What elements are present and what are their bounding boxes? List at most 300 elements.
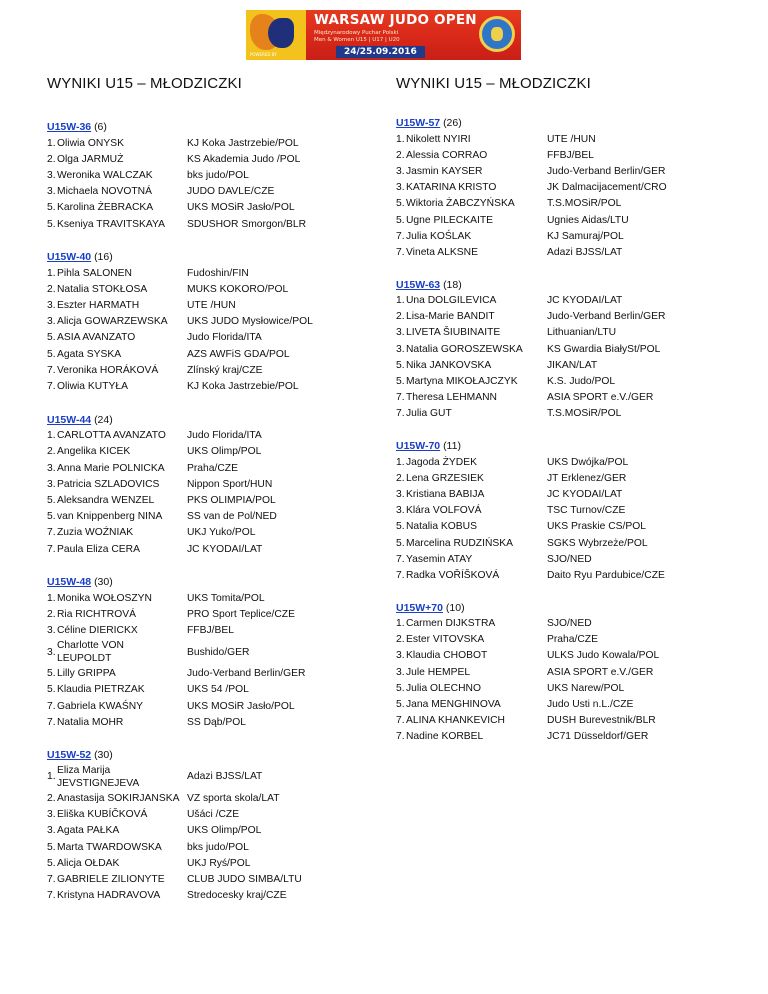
athlete-club: DUSH Burevestnik/BLR [547,715,656,727]
athlete-club: MUKS KOKORO/POL [187,283,289,295]
result-row [396,503,736,519]
weight-category [47,413,357,558]
athlete-club: SS van de Pol/NED [187,511,277,523]
athlete-name: Pihla SALONEN [57,267,132,279]
athlete-name: Weronika WALCZAK [57,169,153,181]
athlete-club: Bushido/GER [187,646,250,658]
result-row [47,698,357,714]
athlete-name: Ugne PILECKAITE [406,214,493,226]
athlete-club: Judo Florida/ITA [187,332,262,344]
result-row [47,184,357,200]
athlete-name: Jagoda ŻYDEK [406,456,477,468]
athlete-name: Monika WOŁOSZYN [57,592,152,604]
result-row [47,509,357,525]
result-row [396,680,736,696]
sponsor-logo: POWERED BY [250,52,277,57]
result-place: 7. [47,873,56,885]
athlete-name: Jana MENGHINOVA [406,699,501,711]
result-row [47,888,357,904]
athlete-name: Nikolett NYIRI [406,133,471,145]
athlete-club: Zlínský kraj/CZE [187,364,263,376]
category-link[interactable]: U15W-70 [396,440,441,452]
result-row [47,590,357,606]
athlete-club: FFBJ/BEL [547,149,594,161]
result-row [396,470,736,486]
result-place: 1. [396,133,405,145]
athlete-name: Jasmin KAYSER [406,165,483,177]
athlete-club: KJ Koka Jastrzebie/POL [187,137,299,149]
result-place: 3. [396,488,405,500]
result-row [47,541,357,557]
result-place: 2. [47,446,56,458]
athlete-club: TSC Turnov/CZE [547,505,626,517]
banner-title: WARSAW JUDO OPEN [314,12,477,28]
federation-emblem-icon [479,16,515,52]
result-row [396,535,736,551]
athlete-name: Jule HEMPEL [406,666,471,678]
result-row [396,357,736,373]
athlete-name: Nadine KORBEL [406,731,484,743]
athlete-club: JC KYODAI/LAT [547,488,623,500]
category-link[interactable]: U15W-48 [47,576,92,589]
athlete-name: Marta TWARDOWSKA [57,841,162,853]
athlete-club: Judo-Verband Berlin/GER [547,165,666,177]
result-place: 5. [396,699,405,711]
category-link[interactable]: U15W+70 [396,601,443,614]
athlete-name: Alicja OŁDAK [57,857,120,869]
category-link[interactable]: U15W-44 [47,413,92,426]
athlete-club: PKS OLIMPIA/POL [187,494,276,506]
athlete-name: Yasemin ATAY [406,553,473,565]
result-place: 3. [47,316,56,328]
athlete-name: van Knippenberg NINA [57,511,163,523]
result-row [47,666,357,682]
athlete-name: Klára VOLFOVÁ [406,505,482,517]
result-place: 5. [396,537,405,549]
result-row [396,293,736,309]
athlete-club: UKJ Yuko/POL [187,527,256,539]
result-place: 2. [47,283,56,295]
athlete-club: PRO Sport Teplice/CZE [187,608,295,620]
result-place: 1. [47,137,56,149]
result-place: 2. [47,608,56,620]
result-row [47,492,357,508]
athlete-name: Michaela NOVOTNÁ [57,186,152,198]
athlete-name: Lilly GRIPPA [57,668,116,680]
result-row [396,567,736,583]
athlete-name: Céline DIERICKX [57,625,138,637]
athlete-name: Julia KOŚLAK [406,230,472,242]
result-place: 5. [47,857,56,869]
result-row [47,823,357,839]
athlete-name: Paula Eliza CERA [57,543,140,555]
result-place: 1. [47,430,56,442]
athlete-name: Carmen DIJKSTRA [406,618,496,630]
weight-category [47,250,357,395]
result-place: 2. [47,153,56,165]
athlete-name: Una DOLGILEVICA [406,295,497,307]
athlete-name: Alessia CORRAO [406,149,488,161]
category-count: (30) [94,749,113,762]
athlete-name: Natalia STOKŁOSA [57,283,148,295]
result-row [396,390,736,406]
athlete-name: Lisa-Marie BANDIT [406,311,495,323]
result-place: 5. [396,198,405,210]
athlete-name: Radka VOŘÍŠKOVÁ [406,569,500,581]
result-place: 3. [396,343,405,355]
weight-category [396,116,736,261]
result-place: 3. [47,809,56,821]
result-place: 3. [396,650,405,662]
results-column-left [47,120,357,922]
result-place: 7. [47,527,56,539]
category-count: (10) [445,601,465,614]
athlete-club: UTE /HUN [547,133,596,145]
category-count: (26) [443,117,462,129]
category-link[interactable]: U15W-40 [47,251,92,264]
category-count: (16) [94,251,113,264]
athlete-club: Daito Ryu Pardubice/CZE [547,569,665,581]
athlete-name: KATARINA KRISTO [406,182,497,194]
result-place: 1. [396,618,405,630]
result-row [47,378,357,394]
category-link[interactable]: U15W-36 [47,121,92,133]
result-place: 3. [47,186,56,198]
result-row [396,632,736,648]
result-place: 5. [396,376,405,388]
athlete-name: Eliza Marija JEVSTIGNEJEVA [57,764,140,789]
athlete-club: Judo Florida/ITA [187,430,262,442]
athlete-name: Julia GUT [406,408,452,420]
athlete-name: Karolina ŻEBRACKA [57,202,154,214]
category-link[interactable]: U15W-63 [396,278,441,291]
result-row [47,362,357,378]
athlete-name: Julia OLECHNO [406,682,481,694]
category-heading [396,439,736,454]
category-count: (11) [443,440,461,452]
result-row [47,314,357,330]
result-row [47,790,357,806]
athlete-club: JC KYODAI/LAT [547,295,623,307]
result-place: 5. [47,511,56,523]
athlete-club: UKS Dwójka/POL [547,456,629,468]
athlete-club: Nippon Sport/HUN [187,478,273,490]
result-row [396,664,736,680]
athlete-club: bks judo/POL [187,169,249,181]
athlete-club: VZ sporta skola/LAT [187,793,280,805]
athlete-name: Ester VITOVSKA [406,634,485,646]
result-row [47,200,357,216]
athlete-name: Veronika HORÁKOVÁ [57,364,159,376]
athlete-name: ALINA KHANKEVICH [406,715,505,727]
result-row [396,729,736,745]
category-heading [396,278,736,293]
athlete-club: UKS Olimp/POL [187,825,262,837]
athlete-name: Gabriela KWAŚNY [57,700,144,712]
event-banner [246,10,521,60]
athlete-club: UKS MOSiR Jasło/POL [187,202,295,214]
result-row [47,525,357,541]
result-place: 3. [47,646,56,658]
athlete-name: Lena GRZESIEK [406,472,484,484]
category-heading [396,601,736,616]
athlete-club: Judo-Verband Berlin/GER [547,311,666,323]
athlete-name: Olga JARMUŻ [57,153,124,165]
result-place: 3. [47,625,56,637]
athlete-name: Agata SYSKA [57,348,122,360]
result-row [47,167,357,183]
result-place: 7. [396,731,405,743]
athlete-name: Martyna MIKOŁAJCZYK [406,376,518,388]
result-place: 3. [396,666,405,678]
athlete-club: AZS AWFiS GDA/POL [187,348,290,360]
athlete-club: UKS Olimp/POL [187,446,262,458]
category-heading [47,575,357,590]
result-place: 7. [396,553,405,565]
athlete-club: Praha/CZE [547,634,598,646]
weight-category [47,748,357,903]
result-row [396,309,736,325]
athlete-name: Natalia KOBUS [406,521,477,533]
result-place: 5. [396,359,405,371]
weight-category [396,601,736,746]
athlete-club: Judo-Verband Berlin/GER [187,668,306,680]
result-row [396,341,736,357]
athlete-club: Adazi BJSS/LAT [187,771,263,783]
result-row [396,616,736,632]
page-title-right: WYNIKI U15 – MŁODZICZKI [396,75,591,92]
result-place: 5. [47,668,56,680]
athlete-club: JC71 Düsseldorf/GER [547,731,649,743]
result-row [396,373,736,389]
banner-dates: 24/25.09.2016 [336,46,425,58]
athlete-name: Ria RICHTROVÁ [57,608,136,620]
result-place: 2. [396,634,405,646]
result-place: 2. [396,311,405,323]
category-link[interactable]: U15W-52 [47,749,92,762]
result-place: 3. [396,327,405,339]
athlete-club: JUDO DAVLE/CZE [187,186,275,198]
banner-subtitle-2: Men & Women U15 | U17 | U20 [314,37,400,43]
athlete-club: CLUB JUDO SIMBA/LTU [187,873,302,885]
athlete-club: Fudoshin/FIN [187,267,249,279]
weight-category [396,278,736,423]
athlete-club: Judo Usti n.L./CZE [547,699,634,711]
athlete-club: FFBJ/BEL [187,625,234,637]
result-place: 3. [47,478,56,490]
athlete-name: Angelika KICEK [57,446,131,458]
result-place: 7. [396,408,405,420]
result-row [396,454,736,470]
athlete-name: Marcelina RUDZIŃSKA [406,537,513,549]
result-place: 3. [47,300,56,312]
weight-category [47,120,357,232]
athlete-name: ASIA AVANZATO [57,332,136,344]
athlete-name: Theresa LEHMANN [406,392,497,404]
result-row [47,298,357,314]
athlete-club: UKS MOSiR Jasło/POL [187,700,295,712]
athlete-name: Eliška KUBÍČKOVÁ [57,809,148,821]
result-place: 7. [396,246,405,258]
category-count: (18) [443,278,462,291]
result-row [396,163,736,179]
category-link[interactable]: U15W-57 [396,117,441,129]
athlete-name: Wiktoria ŻABCZYŃSKA [406,198,515,210]
athlete-name: Oliwia KUTYŁA [57,381,128,393]
result-place: 3. [396,165,405,177]
category-heading [47,120,357,135]
result-place: 7. [396,715,405,727]
athlete-name: Nika JANKOVSKA [406,359,492,371]
result-place: 7. [47,716,56,728]
athlete-club: KS Gwardia BiałySt/POL [547,343,661,355]
result-place: 5. [396,521,405,533]
weight-category [396,439,736,584]
result-place: 5. [47,841,56,853]
athlete-name: Klaudia PIETRZAK [57,684,145,696]
result-row [396,212,736,228]
athlete-club: Ugnies Aidas/LTU [547,214,629,226]
athlete-name: Anna Marie POLNICKA [57,462,165,474]
result-place: 5. [47,332,56,344]
athlete-club: Praha/CZE [187,462,238,474]
results-column-right [396,116,736,762]
result-place: 1. [396,295,405,307]
result-row [47,444,357,460]
athlete-club: SGKS Wybrzeże/POL [547,537,648,549]
athlete-name: Aleksandra WENZEL [57,494,155,506]
result-row [47,135,357,151]
result-row [47,265,357,281]
result-place: 3. [396,505,405,517]
result-row [47,839,357,855]
athlete-club: JK Dalmacijacement/CRO [547,182,667,194]
athlete-name: Kristyna HADRAVOVA [57,890,161,902]
result-row [47,871,357,887]
result-row [396,519,736,535]
athlete-club: ULKS Judo Kowala/POL [547,650,660,662]
page-title-left: WYNIKI U15 – MŁODZICZKI [47,75,242,92]
result-row [47,714,357,730]
result-place: 7. [47,381,56,393]
result-place: 2. [396,149,405,161]
category-heading [47,250,357,265]
athlete-club: SJO/NED [547,553,592,565]
athlete-club: UKS 54 /POL [187,684,249,696]
result-row [47,216,357,232]
result-place: 2. [47,793,56,805]
result-row [396,131,736,147]
result-row [396,696,736,712]
result-row [396,228,736,244]
result-place: 1. [47,771,56,783]
athlete-club: UKS Tomita/POL [187,592,265,604]
athlete-name: Patricia SZLADOVICS [57,478,160,490]
result-row [47,330,357,346]
result-row [47,460,357,476]
result-row [47,151,357,167]
result-row [396,196,736,212]
result-place: 1. [47,267,56,279]
result-row [396,406,736,422]
athlete-club: bks judo/POL [187,841,249,853]
result-row [47,623,357,639]
athlete-club: Ušáci /CZE [187,809,240,821]
athlete-club: UKJ Ryś/POL [187,857,251,869]
result-place: 5. [47,494,56,506]
athlete-name: LIVETA ŠIUBINAITE [406,327,501,339]
judoka-icon [268,18,294,48]
athlete-club: UKS JUDO Mysłowice/POL [187,316,313,328]
result-row [47,476,357,492]
athlete-club: JIKAN/LAT [547,359,598,371]
result-place: 5. [396,214,405,226]
result-place: 7. [47,700,56,712]
athlete-name: Charlotte VON LEUPOLDT [57,640,124,665]
athlete-club: ASIA SPORT e.V./GER [547,666,654,678]
result-place: 5. [47,348,56,360]
athlete-club: Adazi BJSS/LAT [547,246,623,258]
athlete-name: Oliwia ONYSK [57,137,124,149]
result-row [47,606,357,622]
banner-subtitle-1: Międzynarodowy Puchar Polski [314,30,399,36]
athlete-club: ASIA SPORT e.V./GER [547,392,654,404]
result-row [396,325,736,341]
result-row [47,346,357,362]
category-heading [396,116,736,131]
result-row [47,763,357,790]
athlete-club: SJO/NED [547,618,592,630]
result-place: 1. [396,456,405,468]
result-row [396,147,736,163]
result-place: 3. [396,182,405,194]
result-place: 7. [396,392,405,404]
athlete-name: GABRIELE ZILIONYTE [57,873,165,885]
result-row [47,682,357,698]
banner-artwork [246,10,306,60]
athlete-club: KJ Koka Jastrzebie/POL [187,381,299,393]
athlete-name: Vineta ALKSNE [406,246,478,258]
result-row [396,551,736,567]
category-heading [47,748,357,763]
result-place: 7. [396,230,405,242]
result-row [396,713,736,729]
athlete-name: CARLOTTA AVANZATO [57,430,166,442]
result-row [396,648,736,664]
weight-category [47,575,357,730]
athlete-club: SDUSHOR Smorgon/BLR [187,218,307,230]
athlete-club: K.S. Judo/POL [547,376,616,388]
result-row [47,855,357,871]
athlete-club: UTE /HUN [187,300,236,312]
result-place: 3. [47,825,56,837]
athlete-name: Eszter HARMATH [57,300,140,312]
athlete-club: Stredocesky kraj/CZE [187,890,287,902]
athlete-club: T.S.MOSiR/POL [547,408,622,420]
athlete-club: KJ Samuraj/POL [547,230,624,242]
athlete-club: T.S.MOSiR/POL [547,198,622,210]
result-row [47,281,357,297]
result-place: 7. [396,569,405,581]
category-heading [47,413,357,428]
result-place: 1. [47,592,56,604]
category-count: (24) [94,413,113,426]
category-count: (6) [94,121,107,133]
result-place: 5. [47,684,56,696]
category-count: (30) [94,576,113,589]
result-place: 5. [47,202,56,214]
result-row [47,428,357,444]
